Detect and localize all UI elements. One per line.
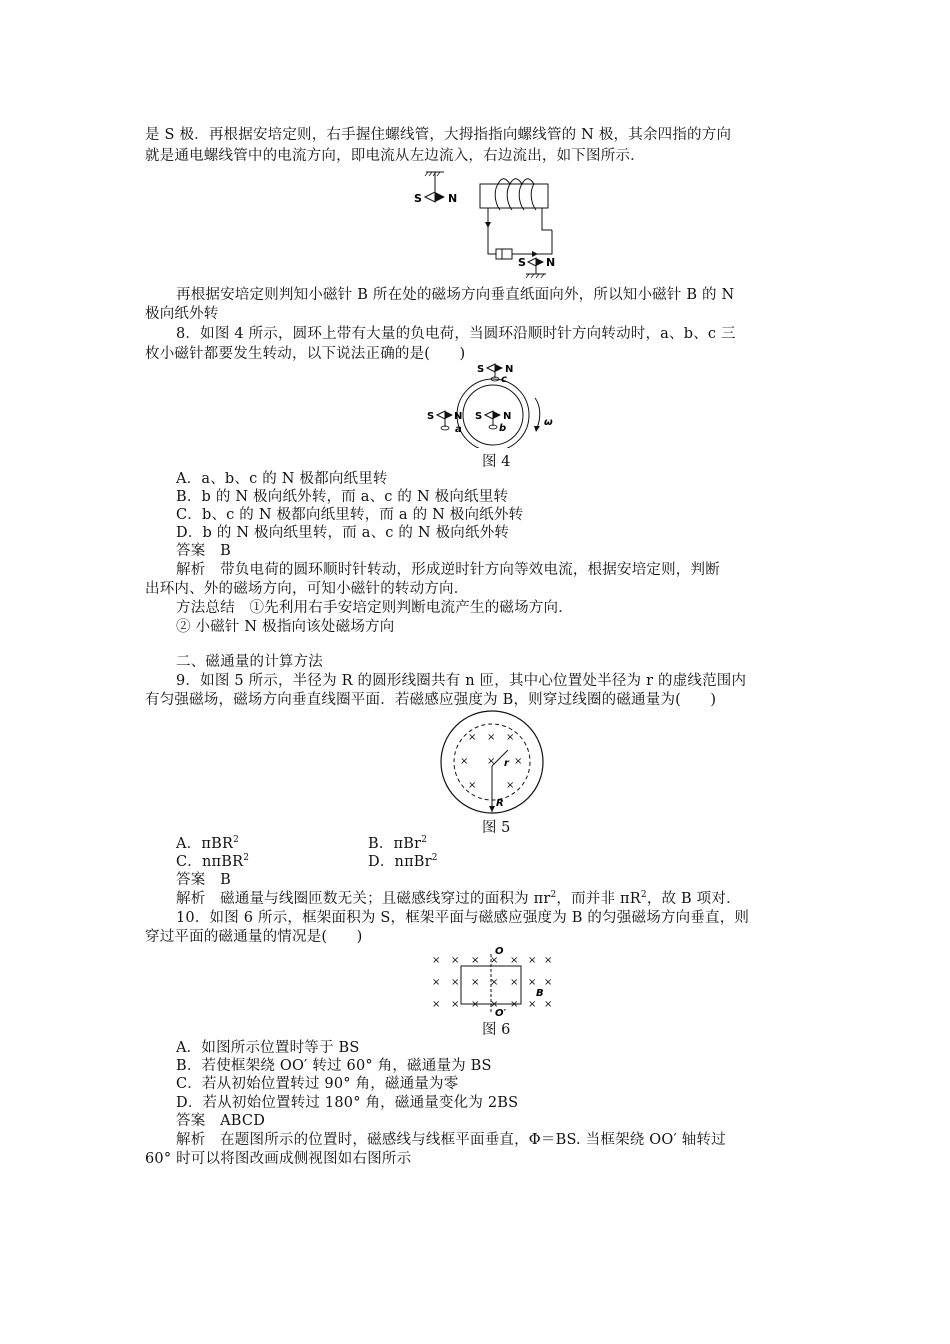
q9-stem-line-1: 9．如图 5 所示，半径为 R 的圆形线圈共有 n 匝，其中心位置处半径为 r 的虚线范围内 [176, 673, 747, 689]
svg-text:×: × [506, 732, 515, 743]
rotation-arrow-icon [535, 398, 540, 428]
intro-line-1: 是 S 极．再根据安培定则，右手握住螺线管，大拇指指向螺线管的 N 极，其余四指的方向 [145, 127, 732, 143]
bottom-s-label: S [518, 256, 526, 269]
field-cross-grid [432, 955, 552, 1010]
intro-line-2: 就是通电螺线管中的电流方向，即电流从左边流入，右边流出，如下图所示． [145, 148, 645, 164]
top-compass-needle [425, 192, 445, 202]
field-cross-marks [460, 732, 522, 791]
bottom-n-label: N [546, 256, 556, 269]
svg-text:×: × [506, 780, 515, 791]
svg-text:×: × [490, 999, 499, 1010]
q8-answer: 答案 B [176, 543, 231, 559]
q9-option-c: C．nπBR$^2$ [176, 853, 250, 870]
b-n-label: N [503, 411, 512, 422]
q9-analysis: 解析 磁通量与线圈匝数无关；且磁感线穿过的面积为 $\pi r^2$，而并非 $\pi R^2$，故 B 项对． [176, 890, 741, 907]
battery-icon [496, 249, 512, 259]
q10-stem-line-1: 10．如图 6 所示，框架面积为 S，框架平面与磁感应强度为 B 的匀强磁场方向垂直，则 [176, 910, 750, 926]
svg-text:×: × [544, 999, 553, 1010]
figure-5-coil [438, 708, 548, 816]
b-field-label: B [536, 988, 544, 999]
q8-summary-line-1: 方法总结 ①先利用右手安培定则判断电流产生的磁场方向． [176, 600, 573, 616]
svg-text:×: × [460, 756, 469, 767]
svg-text:×: × [451, 955, 460, 966]
figure-6-frame [428, 944, 558, 1016]
q8-option-c: C．b、c 的 N 极都向纸里转，而 a 的 N 极向纸外转 [176, 507, 524, 523]
svg-text:×: × [510, 999, 519, 1010]
q9-stem-line-2: 有匀强磁场，磁场方向垂直线圈平面．若磁感应强度为 B，则穿过线圈的磁通量为( ) [145, 692, 717, 708]
figure-4-ring [425, 360, 560, 448]
svg-text:×: × [528, 955, 537, 966]
q10-answer: 答案 ABCD [176, 1113, 266, 1129]
compass-a [437, 411, 453, 430]
q10-option-a: A．如图所示位置时等于 BS [176, 1040, 360, 1056]
q8-option-b: B．b 的 N 极向纸外转，而 a、c 的 N 极向纸里转 [176, 489, 509, 505]
q8-stem-line-2: 枚小磁针都要发生转动，以下说法正确的是( ) [145, 346, 466, 362]
svg-text:×: × [510, 977, 519, 988]
q10-analysis-line-1: 解析 在题图所示的位置时，磁感线与线框平面垂直，Φ＝BS. 当框架绕 OO′ 轴转过 [176, 1132, 726, 1148]
q8-stem-line-1: 8．如图 4 所示，圆环上带有大量的负电荷，当圆环沿顺时针方向转动时，a、b、c 三 [176, 326, 736, 342]
svg-text:×: × [432, 999, 441, 1010]
q9-answer: 答案 B [176, 872, 231, 888]
q8-summary-line-2: ② 小磁针 N 极指向该处磁场方向 [176, 619, 395, 635]
figure-6-caption: 图 6 [482, 1022, 511, 1038]
r-label: r [504, 758, 509, 769]
top-s-label: S [414, 192, 422, 205]
q10-option-d: D．若从初始位置转过 180° 角，磁通量变化为 2BS [176, 1095, 519, 1111]
omega-label: ω [544, 417, 553, 428]
svg-text:×: × [468, 732, 477, 743]
q9-option-a: A．πBR$^2$ [176, 835, 240, 852]
svg-text:×: × [487, 756, 496, 767]
circuit-wires [485, 208, 552, 257]
after-solenoid-line-2: 极向纸外转 [145, 306, 219, 322]
c-n-label: N [505, 364, 514, 375]
b-s-label: S [475, 411, 483, 422]
q8-analysis-line-1: 解析 带负电荷的圆环顺时针转动，形成逆时针方向等效电流，根据安培定则，判断 [176, 562, 720, 578]
solenoid-figure [410, 170, 560, 282]
svg-text:×: × [487, 732, 496, 743]
a-label: a [455, 424, 462, 435]
q9-option-b: B．πBr$^2$ [368, 835, 428, 852]
top-n-label: N [448, 192, 458, 205]
c-label: c [501, 374, 507, 385]
svg-text:×: × [471, 955, 480, 966]
svg-text:×: × [432, 977, 441, 988]
svg-text:×: × [471, 977, 480, 988]
o-bottom-label: O′ [495, 1008, 507, 1016]
svg-text:×: × [514, 756, 523, 767]
svg-text:×: × [544, 955, 553, 966]
big-r-label: R [496, 798, 504, 809]
bottom-compass-needle [526, 258, 546, 278]
q10-analysis-line-2: 60° 时可以将图改画成侧视图如右图所示 [145, 1151, 412, 1167]
svg-text:×: × [490, 977, 499, 988]
figure-4-caption: 图 4 [482, 454, 511, 470]
svg-text:×: × [528, 977, 537, 988]
q8-option-a: A．a、b、c 的 N 极都向纸里转 [176, 471, 388, 487]
svg-text:×: × [528, 999, 537, 1010]
q10-option-b: B．若使框架绕 OO′ 转过 60° 角，磁通量为 BS [176, 1058, 492, 1074]
svg-text:×: × [451, 977, 460, 988]
q8-analysis-line-2: 出环内、外的磁场方向，可知小磁针的转动方向． [145, 581, 469, 597]
q10-stem-line-2: 穿过平面的磁通量的情况是( ) [145, 929, 363, 945]
after-solenoid-line-1: 再根据安培定则判知小磁针 B 所在处的磁场方向垂直纸面向外，所以知小磁针 B 的 N [176, 287, 735, 303]
svg-text:×: × [490, 955, 499, 966]
q10-option-c: C．若从初始位置转过 90° 角，磁通量为零 [176, 1076, 459, 1092]
svg-text:×: × [510, 955, 519, 966]
section-2-title: 二、磁通量的计算方法 [176, 654, 323, 670]
b-label: b [499, 423, 507, 434]
svg-text:×: × [451, 999, 460, 1010]
o-top-label: O [495, 946, 504, 957]
a-s-label: S [427, 411, 435, 422]
q9-option-d: D．nπBr$^2$ [368, 853, 438, 870]
q8-option-d: D．b 的 N 极向纸里转，而 a、c 的 N 极向纸外转 [176, 525, 510, 541]
c-s-label: S [477, 364, 485, 375]
svg-text:×: × [432, 955, 441, 966]
svg-text:×: × [471, 999, 480, 1010]
solenoid-body [480, 179, 548, 210]
svg-text:×: × [544, 977, 553, 988]
svg-text:×: × [468, 780, 477, 791]
figure-5-caption: 图 5 [482, 820, 511, 836]
a-n-label: N [454, 411, 463, 422]
